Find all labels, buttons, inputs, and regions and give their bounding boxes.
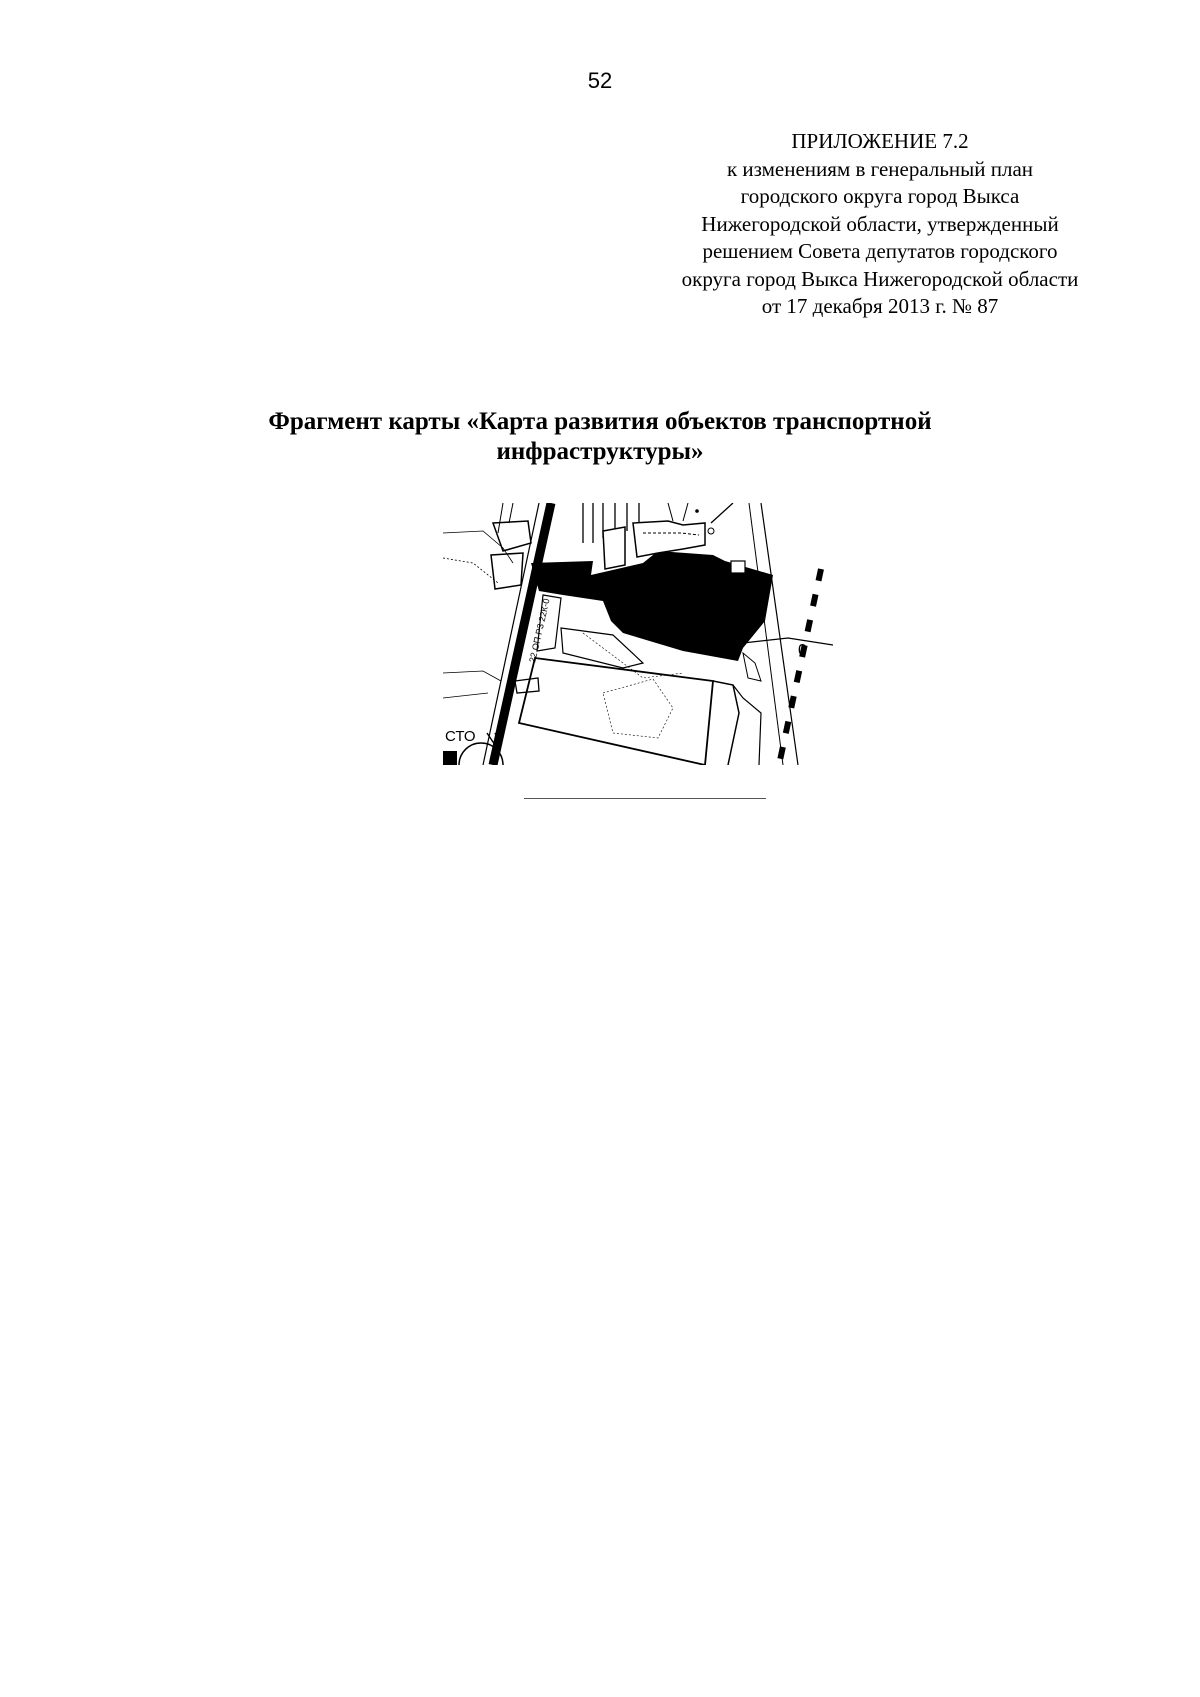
parcel-outline xyxy=(519,658,713,765)
service-station-label: СТО xyxy=(445,728,476,745)
parcel-outline xyxy=(491,553,523,589)
appendix-line: ПРИЛОЖЕНИЕ 7.2 xyxy=(791,129,969,153)
parcel-outline xyxy=(493,521,531,551)
map-fragment-title xyxy=(0,407,1200,467)
building xyxy=(743,653,761,681)
road-label: 22 ОП Р3 22К-0 xyxy=(527,597,552,664)
parcel-line xyxy=(498,503,503,533)
building xyxy=(731,561,745,573)
page-number: 52 xyxy=(587,68,613,93)
parcel-line xyxy=(668,503,688,521)
map-point xyxy=(695,509,699,513)
appendix-line: решением Совета депутатов городского xyxy=(702,239,1058,263)
road-edge xyxy=(761,503,798,765)
terrain-line xyxy=(443,693,488,698)
parcel-outline xyxy=(633,521,705,557)
terrain-line xyxy=(443,531,513,563)
terrain-line xyxy=(443,558,498,583)
map-drawing xyxy=(443,503,833,765)
terrain-line xyxy=(443,671,501,681)
title-line-2: инфраструктуры» xyxy=(496,438,704,465)
map-marker-label: 0 xyxy=(798,642,807,659)
title-line-1: Фрагмент карты «Карта развития объектов транспортной xyxy=(268,408,932,435)
terrain-line xyxy=(603,679,673,738)
footer-divider xyxy=(524,798,766,799)
appendix-line: округа город Выкса Нижегородской области xyxy=(681,266,1079,291)
appendix-header xyxy=(640,128,1120,321)
parcel-outline xyxy=(713,681,739,765)
appendix-line: Нижегородской области, утвержденный xyxy=(701,211,1059,236)
parcel-line xyxy=(711,503,733,523)
appendix-line: от 17 декабря 2013 г. № 87 xyxy=(761,294,999,318)
map-block xyxy=(443,751,457,765)
map-point xyxy=(708,528,714,534)
dashed-boundary xyxy=(779,569,821,765)
parcel-line xyxy=(509,503,513,523)
map-fragment xyxy=(443,503,833,765)
connecting-line xyxy=(743,638,833,645)
appendix-line: к изменениям в генеральный план xyxy=(726,156,1034,181)
appendix-line: городского округа город Выкса xyxy=(740,184,1020,208)
parcel-outline xyxy=(603,527,625,569)
